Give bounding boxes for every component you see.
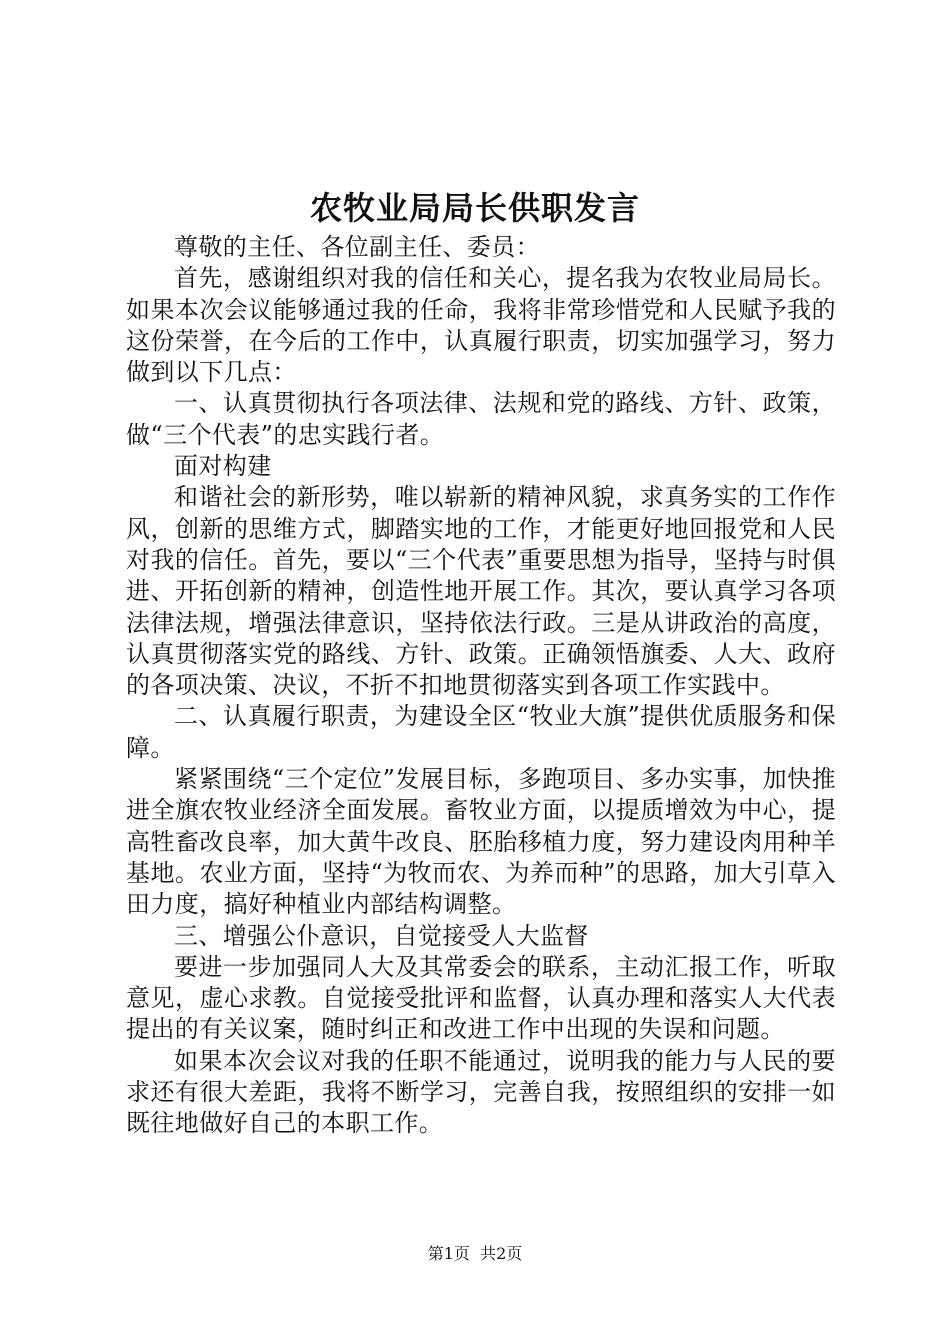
paragraph-heading-3: 三、增强公仆意识，自觉接受人大监督 [174,921,589,950]
document-title: 农牧业局局长供职发言 [309,189,640,227]
page-number-footer: 第1页 共2页 [427,1244,523,1263]
paragraph-salutation: 尊敬的主任、各位副主任、委员： [174,233,540,261]
paragraph-body-3: 要进一步加强同人大及其常委会的联系，主动汇报工作，听取意见，虚心求教。自觉接受批评和监督，认真办理和落实人大代表提出的有关议案，随时纠正和改进工作中出现的失误和问题。 [126,952,836,1044]
paragraph-closing: 如果本次会议对我的任职不能通过，说明我的能力与人民的要求还有很大差距，我将不断学习，完善自我，按照组织的安排一如既往地做好自己的本职工作。 [126,1046,836,1138]
document-body [126,232,836,1140]
paragraph-heading-1: 一、认真贯彻执行各项法律、法规和党的路线、方针、政策，做“三个代表”的忠实践行者。 [126,389,836,449]
paragraph-body-2: 紧紧围绕“三个定位”发展目标，多跑项目、多办实事，加快推进全旗农牧业经济全面发展。畜牧业方面，以提质增效为中心，提高牲畜改良率，加大黄牛改良、胚胎移植力度，努力建设肉用种羊基地。农业方面，坚持“为牧而农、为养而种”的思路，加大引草入田力度，搞好种植业内部结构调整。 [126,765,836,919]
paragraph-body-1: 和谐社会的新形势，唯以崭新的精神风貌，求真务实的工作作风，创新的思维方式，脚踏实地的工作，才能更好地回报党和人民对我的信任。首先，要以“三个代表”重要思想为指导，坚持与时俱进、开拓创新的精神，创造性地开展工作。其次，要认真学习各项法律法规，增强法律意识，坚持依法行政。三是从讲政治的高度，认真贯彻落实党的路线、方针、政策。正确领悟旗委、人大、政府的各项决策、决议，不折不扣地贯彻落实到各项工作实践中。 [126,483,836,700]
paragraph-fragment: 面对构建 [174,452,272,481]
paragraph-heading-2: 二、认真履行职责，为建设全区“牧业大旗”提供优质服务和保障。 [126,702,836,762]
paragraph-intro: 首先，感谢组织对我的信任和关心，提名我为农牧业局局长。如果本次会议能够通过我的任命，我将非常珍惜党和人民赋予我的这份荣誉，在今后的工作中，认真履行职责，切实加强学习，努力做到以下几点： [126,264,836,387]
